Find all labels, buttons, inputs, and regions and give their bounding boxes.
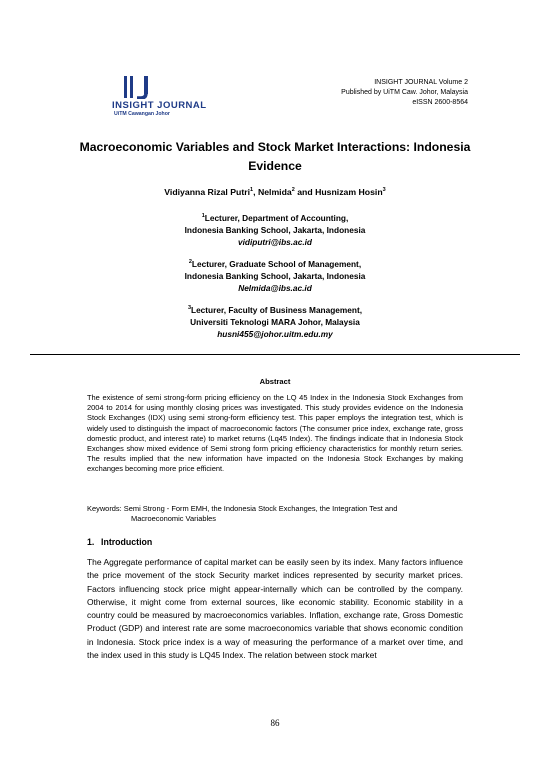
journal-info — [341, 78, 468, 109]
affiliation-sup: 3 — [187, 305, 191, 312]
author-name: Husnizam Hosin — [315, 187, 383, 197]
affiliation-institution: Universiti Teknologi MARA Johor, Malaysia — [190, 317, 360, 328]
affiliation-role: Lecturer, Graduate School of Management, — [191, 259, 362, 269]
author-sup: 3 — [382, 187, 386, 194]
abstract-text: The existence of semi strong-form pricing efficiency on the LQ 45 Index in the Indonesia Stock Exchanges from 2004 to 2014 for using monthly closing prices was investigated. This study provides evidence on the Indonesia Stock Exchanges (IDX) using semi strong-form efficiency test. This paper employs the integration test, which is widely used to distinguish the impact of macroeconomic factors (The consumer price index, exchange rate, gross domestic product, and interest rate) to market returns (Lq45 Index). The findings indicate that in Indonesia Stock Exchanges show mixed evidence of Semi strong form pricing efficiency characteristics for monthly return series. The results implied that the new information have impacted on the Indonesia Stock Exchanges by making exchanges becoming more price efficient. — [87, 393, 463, 474]
section-heading — [87, 537, 152, 547]
logo-subtitle: UiTM Cawangan Johor — [114, 111, 170, 117]
affiliation-role: Lecturer, Faculty of Business Management, — [191, 305, 363, 315]
affiliation-email: Nelmida@ibs.ac.id — [238, 283, 312, 294]
paper-title-line1: Macroeconomic Variables and Stock Market Interactions: Indonesia — [79, 140, 471, 154]
paper-title — [60, 138, 490, 176]
author-name: Nelmida — [257, 187, 292, 197]
keywords-line1: Keywords: Semi Strong - Form EMH, the Indonesia Stock Exchanges, the Integration Test and — [87, 504, 398, 513]
author-sup: 2 — [291, 187, 295, 194]
affiliation-email: husni455@johor.uitm.edu.my — [217, 329, 333, 340]
author-separator: , — [253, 187, 258, 197]
author-separator: and — [294, 187, 316, 197]
affiliation-3 — [60, 304, 490, 341]
affiliation-2 — [60, 258, 490, 295]
affiliation-role: Lecturer, Department of Accounting, — [204, 213, 349, 223]
affiliation-institution: Indonesia Banking School, Jakarta, Indonesia — [184, 225, 366, 236]
logo-title: INSIGHT JOURNAL — [112, 100, 207, 111]
section-number: 1. — [87, 537, 95, 547]
journal-logo — [112, 76, 232, 117]
affiliation-sup: 2 — [188, 259, 192, 266]
journal-eissn: eISSN 2600-8564 — [412, 99, 468, 107]
abstract-heading: Abstract — [259, 377, 291, 386]
page-number: 86 — [270, 718, 280, 728]
paper-title-line2: Evidence — [248, 159, 302, 173]
journal-logo-mark — [112, 76, 232, 98]
author-sup: 1 — [250, 187, 254, 194]
journal-volume: INSIGHT JOURNAL Volume 2 — [374, 79, 468, 86]
author-name: Vidiyanna Rizal Putri — [164, 187, 251, 197]
affiliation-sup: 1 — [201, 213, 205, 220]
affiliation-institution: Indonesia Banking School, Jakarta, Indonesia — [184, 271, 366, 282]
author-list — [60, 187, 490, 197]
introduction-paragraph: The Aggregate performance of capital market can be easily seen by its index. Many factors influence the price movement of the stock Security market indices represented by security market prices. Factors influencing stock price might appear-internally which can be controlled by the company. Otherwise, it might come from external sources, like economic stability. Economic stability in a country could be measured by macroeconomics variables. Inflation, exchange rate, Gross Domestic Product (GDP) and interest rate are some macroeconomics variable that shows economic condition in Indonesia. Stock price index is a way of measuring the performance of a market over time, and the index used in this study is LQ45 Index. The relation between stock market — [87, 557, 463, 661]
section-title: Introduction — [101, 537, 153, 547]
affiliation-1 — [60, 212, 490, 249]
keywords-line2: Macroeconomic Variables — [131, 514, 217, 524]
section-divider — [30, 354, 520, 355]
journal-publisher: Published by UiTM Caw. Johor, Malaysia — [341, 89, 468, 97]
keywords — [87, 504, 463, 525]
affiliation-email: vidiputri@ibs.ac.id — [237, 237, 313, 248]
